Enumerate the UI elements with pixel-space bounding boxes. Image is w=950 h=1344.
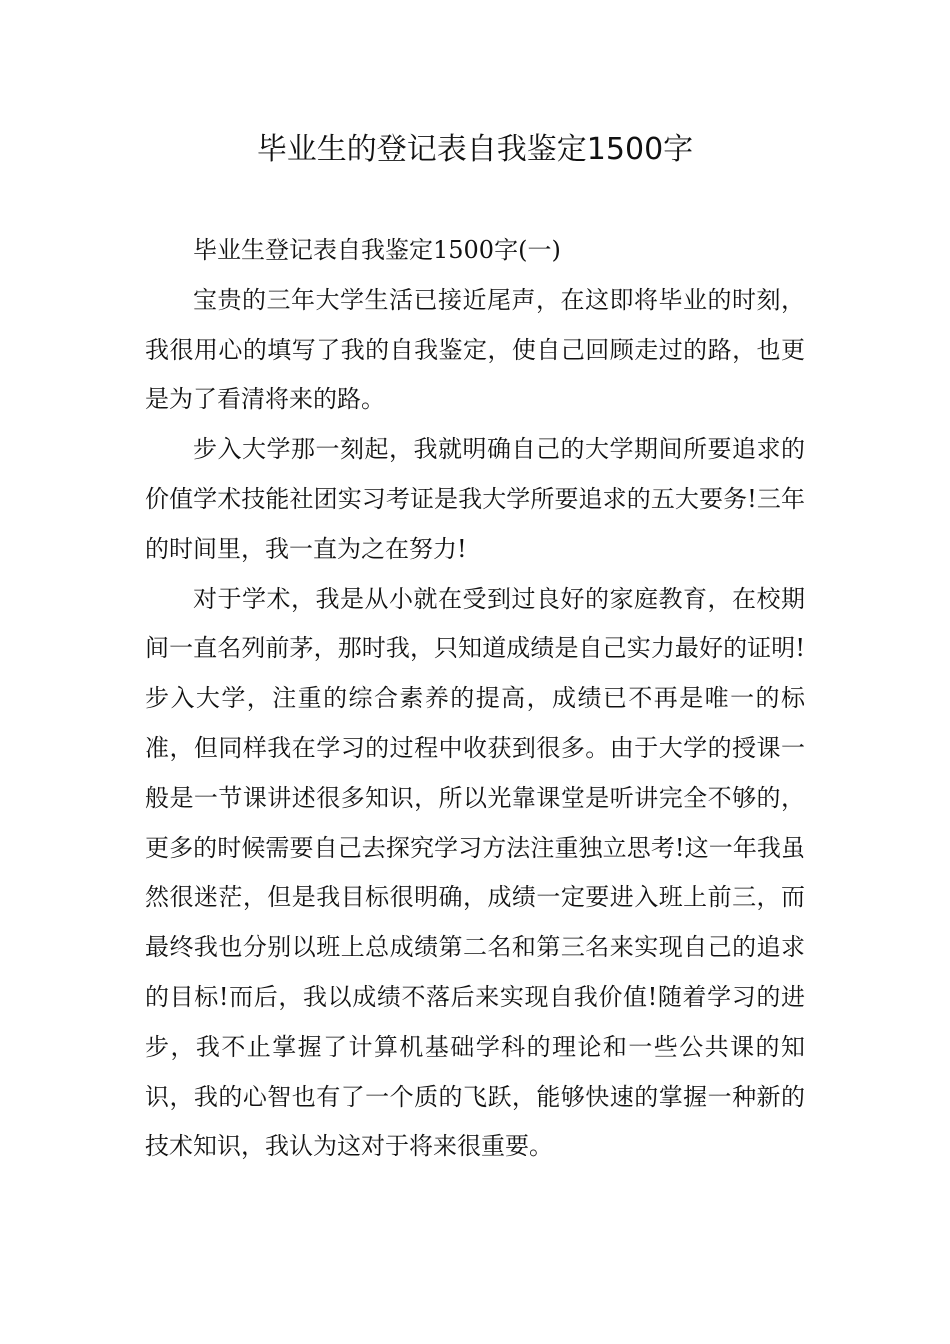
- paragraph-subtitle: 毕业生登记表自我鉴定1500字(一): [193, 236, 561, 264]
- document-body: [145, 226, 805, 1172]
- document-title: 毕业生的登记表自我鉴定1500字: [256, 132, 694, 167]
- paragraph-goals: 步入大学那一刻起，我就明确自己的大学期间所要追求的价值学术技能社团实习考证是我大学所要追求的五大要务!三年的时间里，我一直为之在努力!: [145, 435, 805, 563]
- paragraph-intro: 宝贵的三年大学生活已接近尾声，在这即将毕业的时刻，我很用心的填写了我的自我鉴定，使自己回顾走过的路，也更是为了看清将来的路。: [145, 285, 805, 414]
- paragraph-academics: 对于学术，我是从小就在受到过良好的家庭教育，在校期间一直名列前茅，那时我，只知道成绩是自己实力最好的证明!步入大学，注重的综合素养的提高，成绩已不再是唯一的标准，但同样我在学习的过程中收获到很多。由于大学的授课一般是一节课讲述很多知识，所以光靠课堂是听讲完全不够的，更多的时候需要自己去探究学习方法注重独立思考!这一年我虽然很迷茫，但是我目标很明确，成绩一定要进入班上前三，而最终我也分别以班上总成绩第二名和第三名来实现自己的追求的目标!而后，我以成绩不落后来实现自我价值!随着学习的进步，我不止掌握了计算机基础学科的理论和一些公共课的知识，我的心智也有了一个质的飞跃，能够快速的掌握一种新的技术知识，我认为这对于将来很重要。: [145, 584, 805, 1161]
